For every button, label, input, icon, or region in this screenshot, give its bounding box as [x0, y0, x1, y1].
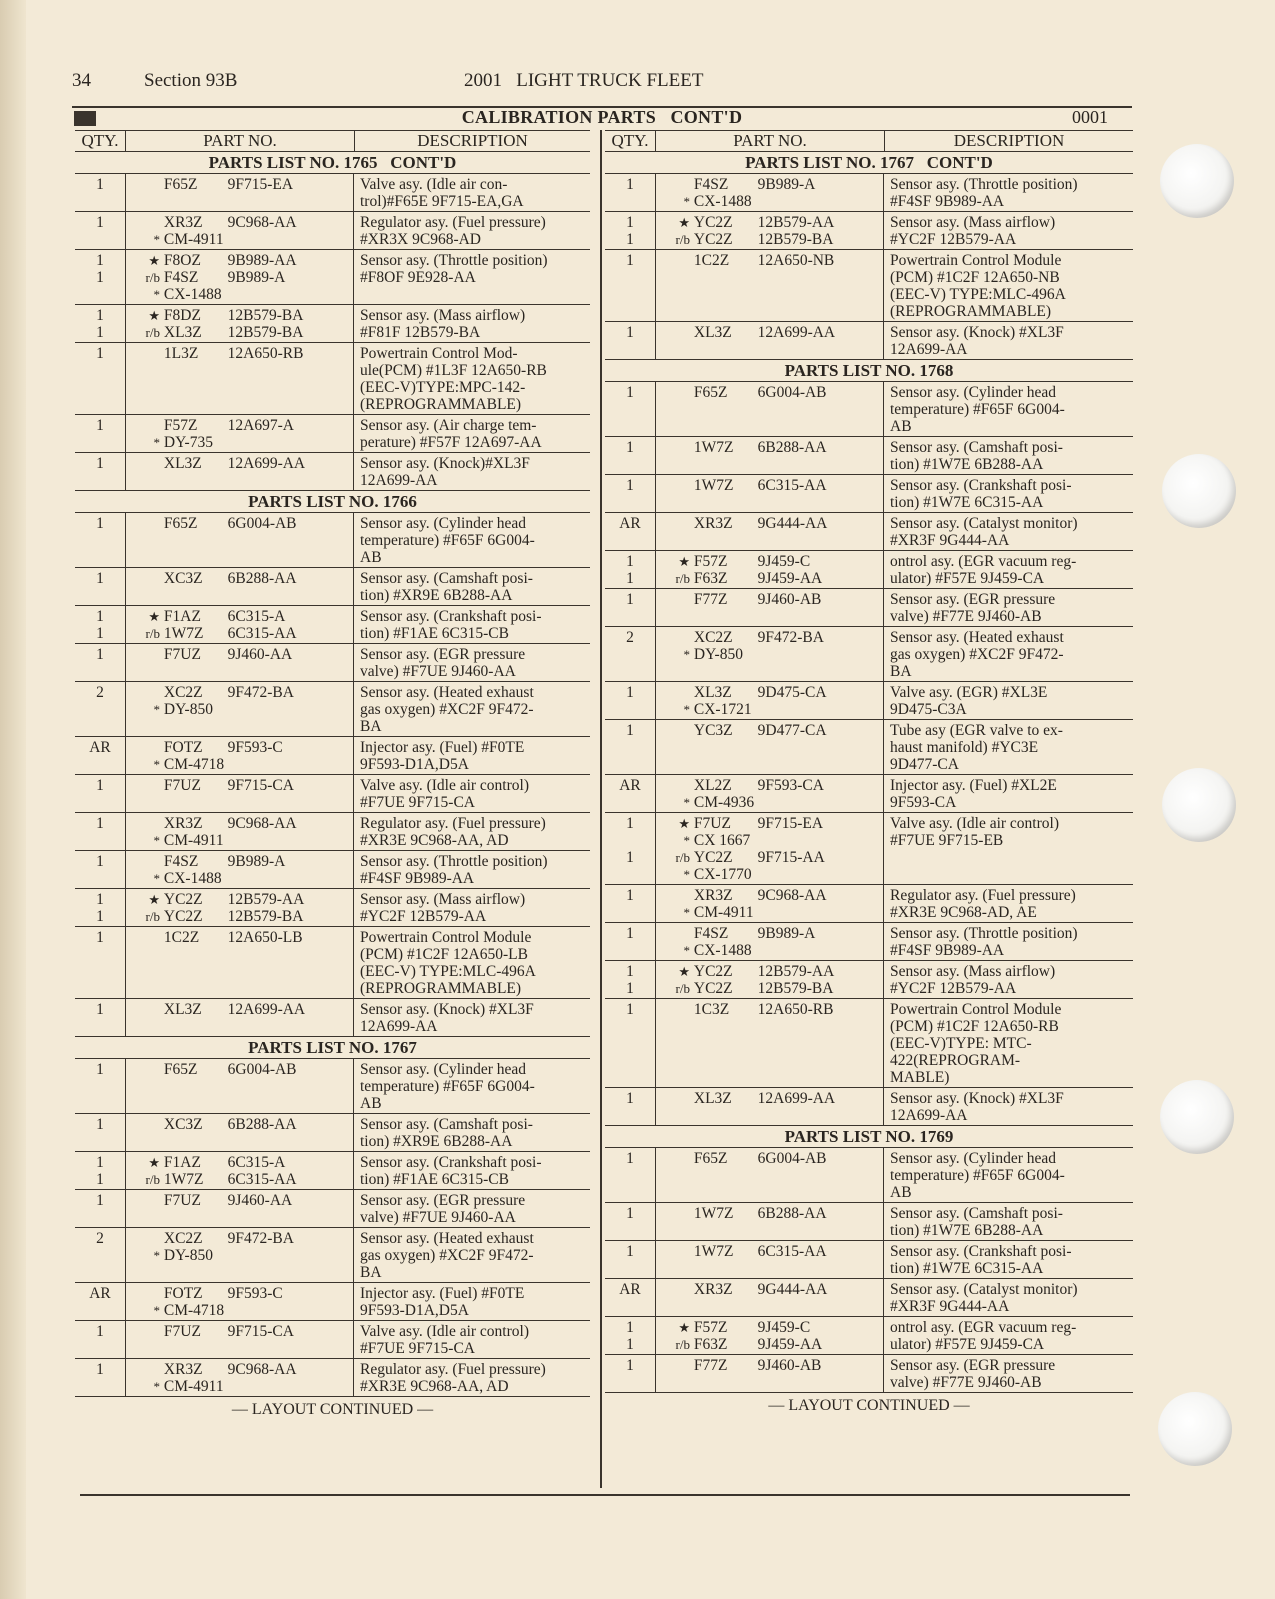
- parts-list-title: PARTS LIST NO. 1767 CONT'D: [605, 152, 1133, 174]
- description-cell: Sensor asy. (Crankshaft posi- tion) #F1AE 6C315-CB: [360, 608, 542, 642]
- part-no-cell: XR3Z 9G444-AA: [655, 513, 884, 550]
- table-row: [75, 606, 590, 644]
- part-no-cell: 1C2Z 12A650-NB: [655, 250, 884, 321]
- qty-cell: 1: [626, 384, 634, 401]
- section-label: Section 93B: [144, 70, 238, 91]
- qty-cell: AR: [89, 1285, 111, 1302]
- description-cell: ontrol asy. (EGR vacuum reg- ulator) #F57E 9J459-CA: [890, 1319, 1077, 1353]
- description-cell: Sensor asy. (Mass airflow) #F81F 12B579-BA: [360, 307, 526, 341]
- qty-cell: 1: [626, 176, 634, 193]
- description-cell: Sensor asy. (EGR pressure valve) #F7UE 9J460-AA: [360, 1192, 526, 1226]
- description-cell: Sensor asy. (Mass airflow) #YC2F 12B579-AA: [360, 891, 526, 925]
- description-cell: Sensor asy. (Crankshaft posi- tion) #1W7E 6C315-AA: [890, 1243, 1072, 1277]
- description-cell: Injector asy. (Fuel) #F0TE 9F593-D1A,D5A: [360, 1285, 525, 1319]
- table-row: [605, 1203, 1133, 1241]
- part-no-cell: F4SZ 9B989-A * CX-1488: [125, 851, 354, 888]
- table-row: [75, 250, 590, 305]
- part-no-cell: ★ F8OZ 9B989-AA r/b F4SZ 9B989-A * CX-1488: [125, 250, 354, 304]
- part-no-cell: XR3Z 9C968-AA * CM-4911: [125, 212, 354, 249]
- qty-cell: 1: [626, 439, 634, 456]
- description-cell: Sensor asy. (Camshaft posi- tion) #XR9E 6B288-AA: [360, 570, 533, 604]
- qty-cell: 1: [96, 1001, 104, 1018]
- description-cell: Sensor asy. (Cylinder head temperature) #F65F 6G004- AB: [360, 515, 535, 566]
- table-row: [605, 1241, 1133, 1279]
- qty-cell: 1: [96, 1116, 104, 1133]
- binder-hole: [1160, 144, 1234, 218]
- description-cell: Sensor asy. (Throttle position) #F8OF 9E928-AA: [360, 252, 548, 286]
- part-no-cell: F65Z 9F715-EA: [125, 174, 354, 211]
- description-cell: Valve asy. (Idle air control) #F7UE 9F715-CA: [360, 777, 529, 811]
- description-cell: Regulator asy. (Fuel pressure) #XR3E 9C968-AD, AE: [890, 887, 1076, 921]
- column-divider: [600, 130, 602, 1488]
- part-no-cell: XL3Z 12A699-AA: [125, 453, 354, 490]
- part-no-cell: F77Z 9J460-AB: [655, 589, 884, 626]
- description-cell: Regulator asy. (Fuel pressure) #XR3E 9C968-AA, AD: [360, 815, 546, 849]
- table-row: [605, 1279, 1133, 1317]
- table-row: [605, 627, 1133, 682]
- qty-cell: 1: [626, 1150, 634, 1167]
- table-row: [75, 999, 590, 1037]
- qty-cell: 1: [96, 455, 104, 472]
- part-no-cell: F4SZ 9B989-A * CX-1488: [655, 174, 884, 211]
- description-cell: Sensor asy. (Mass airflow) #YC2F 12B579-AA: [890, 214, 1056, 248]
- table-row: [75, 1114, 590, 1152]
- qty-cell: 1: [96, 1361, 104, 1378]
- description-header: DESCRIPTION: [417, 131, 528, 150]
- part-no-cell: XC3Z 6B288-AA: [125, 568, 354, 605]
- table-row: [75, 1228, 590, 1283]
- description-cell: Regulator asy. (Fuel pressure) #XR3X 9C968-AD: [360, 214, 546, 248]
- part-no-cell: F7UZ 9J460-AA: [125, 1190, 354, 1227]
- qty-cell: 1: [96, 929, 104, 946]
- description-cell: Sensor asy. (Throttle position) #F4SF 9B989-AA: [890, 925, 1078, 959]
- part-no-cell: F65Z 6G004-AB: [655, 382, 884, 436]
- table-row: [605, 212, 1133, 250]
- qty-cell: 1: [96, 1192, 104, 1209]
- qty-cell: 1: [626, 684, 634, 701]
- table-row: [75, 813, 590, 851]
- qty-cell: 2: [96, 1230, 104, 1247]
- description-cell: Tube asy (EGR valve to ex- haust manifold) #YC3E 9D477-CA: [890, 722, 1063, 773]
- table-row: [75, 1152, 590, 1190]
- part-no-cell: XC2Z 9F472-BA * DY-850: [125, 682, 354, 736]
- parts-list-title: PARTS LIST NO. 1767: [75, 1037, 590, 1059]
- calibration-banner: [72, 106, 1132, 128]
- description-cell: Powertrain Control Module (PCM) #1C2F 12A650-LB (EEC-V) TYPE:MLC-496A (REPROGRAMMABLE): [360, 929, 536, 997]
- parts-list-title: PARTS LIST NO. 1765 CONT'D: [75, 152, 590, 174]
- description-cell: Powertrain Control Module (PCM) #1C2F 12A650-NB (EEC-V) TYPE:MLC-496A (REPROGRAMMABLE): [890, 252, 1066, 320]
- part-no-cell: FOTZ 9F593-C * CM-4718: [125, 737, 354, 774]
- layout-continued: — LAYOUT CONTINUED —: [768, 1397, 970, 1414]
- qty-cell: 1: [96, 646, 104, 663]
- part-no-cell: ★ F1AZ 6C315-A r/b 1W7Z 6C315-AA: [125, 606, 354, 643]
- banner-title: CALIBRATION PARTS CONT'D: [461, 107, 743, 127]
- description-cell: Sensor asy. (Catalyst monitor) #XR3F 9G444-AA: [890, 515, 1078, 549]
- table-row: [75, 212, 590, 250]
- description-cell: Sensor asy. (EGR pressure valve) #F77E 9J460-AB: [890, 591, 1056, 625]
- qty-cell: 1: [626, 477, 634, 494]
- table-row: [75, 1059, 590, 1114]
- qty-cell: 1: [96, 345, 104, 362]
- description-cell: Powertrain Control Mod- ule(PCM) #1L3F 12A650-RB (EEC-V)TYPE:MPC-142- (REPROGRAMMABLE): [360, 345, 547, 413]
- qty-cell: 1: [96, 777, 104, 794]
- parts-list-title: PARTS LIST NO. 1769: [605, 1126, 1133, 1148]
- qty-header: QTY.: [605, 131, 656, 151]
- table-row: [605, 720, 1133, 775]
- table-row: [75, 775, 590, 813]
- table-row: [605, 513, 1133, 551]
- part-no-cell: F4SZ 9B989-A * CX-1488: [655, 923, 884, 960]
- table-row: [605, 1088, 1133, 1126]
- page-number: 34: [72, 70, 91, 91]
- part-no-cell: XL3Z 12A699-AA: [655, 1088, 884, 1125]
- page-header: [72, 70, 1132, 100]
- table-row: [605, 382, 1133, 437]
- part-no-cell: XR3Z 9C968-AA * CM-4911: [125, 1359, 354, 1396]
- description-cell: Powertrain Control Module (PCM) #1C2F 12A650-RB (EEC-V)TYPE: MTC- 422(REPROGRAM- MABLE): [890, 1001, 1062, 1086]
- description-cell: Sensor asy. (Cylinder head temperature) #F65F 6G004- AB: [360, 1061, 535, 1112]
- qty-cell: 1: [626, 591, 634, 608]
- qty-cell: 1: [626, 925, 634, 942]
- description-cell: Sensor asy. (Mass airflow) #YC2F 12B579-AA: [890, 963, 1056, 997]
- table-row: [605, 923, 1133, 961]
- qty-cell: 2: [96, 684, 104, 701]
- qty-cell: 1 1: [96, 891, 104, 925]
- layout-continued: — LAYOUT CONTINUED —: [231, 1401, 434, 1418]
- bottom-rule: [80, 1494, 1130, 1496]
- part-no-cell: XR3Z 9C968-AA * CM-4911: [125, 813, 354, 850]
- qty-cell: 1: [626, 1243, 634, 1260]
- table-row: [75, 453, 590, 491]
- table-row: [605, 322, 1133, 360]
- part-no-cell: F65Z 6G004-AB: [125, 1059, 354, 1113]
- description-cell: Sensor asy. (Air charge tem- perature) #F57F 12A697-AA: [360, 417, 542, 451]
- description-cell: Sensor asy. (EGR pressure valve) #F7UE 9J460-AA: [360, 646, 526, 680]
- description-cell: Valve asy. (Idle air control) #F7UE 9F715-CA: [360, 1323, 529, 1357]
- part-no-cell: 1W7Z 6C315-AA: [655, 475, 884, 512]
- binder-hole: [1162, 768, 1236, 842]
- qty-cell: 1 1: [96, 307, 104, 341]
- description-cell: Sensor asy. (Knock) #XL3F 12A699-AA: [890, 324, 1064, 358]
- part-no-header: PART NO.: [126, 131, 355, 151]
- part-no-header: PART NO.: [656, 131, 885, 151]
- description-cell: Sensor asy. (Camshaft posi- tion) #1W7E 6B288-AA: [890, 1205, 1063, 1239]
- description-cell: Valve asy. (EGR) #XL3E 9D475-C3A: [890, 684, 1048, 718]
- part-no-cell: F77Z 9J460-AB: [655, 1355, 884, 1392]
- qty-cell: 1: [96, 515, 104, 532]
- table-row: [605, 589, 1133, 627]
- qty-cell: 1: [626, 722, 634, 739]
- part-no-cell: XC3Z 6B288-AA: [125, 1114, 354, 1151]
- qty-header: QTY.: [75, 131, 126, 151]
- description-cell: Sensor asy. (Throttle position) #F4SF 9B989-AA: [360, 853, 548, 887]
- table-row: [605, 999, 1133, 1088]
- table-row: [75, 851, 590, 889]
- table-row: [75, 1321, 590, 1359]
- table-row: [75, 682, 590, 737]
- table-row: [605, 437, 1133, 475]
- part-no-cell: 1W7Z 6C315-AA: [655, 1241, 884, 1278]
- table-row: [75, 1359, 590, 1397]
- description-cell: Sensor asy. (Catalyst monitor) #XR3F 9G444-AA: [890, 1281, 1078, 1315]
- table-row: [75, 415, 590, 453]
- table-row: [75, 1190, 590, 1228]
- qty-cell: 1: [626, 252, 634, 269]
- part-no-cell: F57Z 12A697-A * DY-735: [125, 415, 354, 452]
- part-no-cell: 1L3Z 12A650-RB: [125, 343, 354, 414]
- description-cell: Valve asy. (Idle air con- trol)#F65E 9F715-EA,GA: [360, 176, 524, 210]
- description-cell: Sensor asy. (Camshaft posi- tion) #1W7E 6B288-AA: [890, 439, 1063, 473]
- description-cell: Injector asy. (Fuel) #F0TE 9F593-D1A,D5A: [360, 739, 525, 773]
- qty-cell: 1: [96, 570, 104, 587]
- qty-cell: AR: [619, 777, 641, 794]
- qty-cell: 1: [626, 1090, 634, 1107]
- left-column: [75, 130, 590, 1419]
- description-cell: Sensor asy. (Cylinder head temperature) #F65F 6G004- AB: [890, 384, 1065, 435]
- qty-cell: 1 1: [96, 1154, 104, 1188]
- description-cell: Sensor asy. (Crankshaft posi- tion) #F1AE 6C315-CB: [360, 1154, 542, 1188]
- qty-cell: 1 1: [96, 608, 104, 642]
- qty-cell: 1 1: [626, 553, 634, 587]
- description-cell: Injector asy. (Fuel) #XL2E 9F593-CA: [890, 777, 1057, 811]
- description-cell: Sensor asy. (Throttle position) #F4SF 9B989-AA: [890, 176, 1078, 210]
- part-no-cell: XR3Z 9C968-AA * CM-4911: [655, 885, 884, 922]
- description-cell: Sensor asy. (EGR pressure valve) #F77E 9J460-AB: [890, 1357, 1056, 1391]
- part-no-cell: XR3Z 9G444-AA: [655, 1279, 884, 1316]
- qty-cell: 1: [96, 853, 104, 870]
- description-cell: Sensor asy. (Crankshaft posi- tion) #1W7E 6C315-AA: [890, 477, 1072, 511]
- table-row: [605, 682, 1133, 720]
- qty-cell: 2: [626, 629, 634, 646]
- part-no-cell: ★ F57Z 9J459-C r/b F63Z 9J459-AA: [655, 1317, 884, 1354]
- part-no-cell: 1W7Z 6B288-AA: [655, 437, 884, 474]
- description-cell: Sensor asy. (Heated exhaust gas oxygen) #XC2F 9F472- BA: [890, 629, 1064, 680]
- table-row: [75, 1283, 590, 1321]
- right-column: [605, 130, 1133, 1415]
- part-no-cell: XL2Z 9F593-CA * CM-4936: [655, 775, 884, 812]
- part-no-cell: 1W7Z 6B288-AA: [655, 1203, 884, 1240]
- description-cell: Valve asy. (Idle air control) #F7UE 9F715-EB: [890, 815, 1059, 849]
- part-no-cell: F7UZ 9F715-CA: [125, 1321, 354, 1358]
- part-no-cell: YC3Z 9D477-CA: [655, 720, 884, 774]
- qty-cell: 1: [96, 1061, 104, 1078]
- description-cell: Sensor asy. (Knock) #XL3F 12A699-AA: [890, 1090, 1064, 1124]
- table-row: [605, 475, 1133, 513]
- part-no-cell: XL3Z 9D475-CA * CX-1721: [655, 682, 884, 719]
- table-row: [605, 775, 1133, 813]
- table-row: [75, 737, 590, 775]
- qty-cell: 1 1: [626, 1319, 634, 1353]
- table-row: [75, 174, 590, 212]
- page-title: 2001 LIGHT TRUCK FLEET: [464, 70, 704, 91]
- part-no-cell: ★ F57Z 9J459-C r/b F63Z 9J459-AA: [655, 551, 884, 588]
- table-row: [75, 889, 590, 927]
- table-row: [605, 885, 1133, 923]
- table-row: [75, 644, 590, 682]
- description-cell: Sensor asy. (Knock)#XL3F 12A699-AA: [360, 455, 530, 489]
- qty-cell: 1: [626, 887, 634, 904]
- description-cell: Sensor asy. (Heated exhaust gas oxygen) #XC2F 9F472- BA: [360, 1230, 534, 1281]
- qty-cell: 1: [96, 214, 104, 231]
- description-cell: Sensor asy. (Heated exhaust gas oxygen) #XC2F 9F472- BA: [360, 684, 534, 735]
- binder-hole: [1160, 1080, 1234, 1154]
- part-no-cell: ★ F7UZ 9F715-EA * CX 1667 r/b YC2Z 9F715-AA * CX-1770: [655, 813, 884, 884]
- description-cell: Sensor asy. (Knock) #XL3F 12A699-AA: [360, 1001, 534, 1035]
- column-header: [605, 130, 1133, 152]
- qty-cell: AR: [89, 739, 111, 756]
- table-row: [605, 174, 1133, 212]
- parts-list-title: PARTS LIST NO. 1768: [605, 360, 1133, 382]
- part-no-cell: F7UZ 9F715-CA: [125, 775, 354, 812]
- qty-cell: 1 1: [626, 815, 634, 866]
- table-row: [75, 343, 590, 415]
- part-no-cell: ★ F8DZ 12B579-BA r/b XL3Z 12B579-BA: [125, 305, 354, 342]
- part-no-cell: ★ YC2Z 12B579-AA r/b YC2Z 12B579-BA: [125, 889, 354, 926]
- qty-cell: 1: [626, 1001, 634, 1018]
- table-row: [605, 250, 1133, 322]
- part-no-cell: F7UZ 9J460-AA: [125, 644, 354, 681]
- description-cell: Sensor asy. (Camshaft posi- tion) #XR9E 6B288-AA: [360, 1116, 533, 1150]
- binder-hole: [1158, 1392, 1232, 1466]
- description-cell: ontrol asy. (EGR vacuum reg- ulator) #F57E 9J459-CA: [890, 553, 1077, 587]
- table-row: [605, 961, 1133, 999]
- qty-cell: AR: [619, 1281, 641, 1298]
- qty-cell: 1 1: [626, 214, 634, 248]
- part-no-cell: 1C3Z 12A650-RB: [655, 999, 884, 1087]
- part-no-cell: XL3Z 12A699-AA: [655, 322, 884, 359]
- part-no-cell: XC2Z 9F472-BA * DY-850: [125, 1228, 354, 1282]
- qty-cell: 1: [626, 324, 634, 341]
- table-row: [605, 1355, 1133, 1393]
- table-row: [605, 813, 1133, 885]
- part-no-cell: XC2Z 9F472-BA * DY-850: [655, 627, 884, 681]
- table-row: [75, 305, 590, 343]
- part-no-cell: ★ YC2Z 12B579-AA r/b YC2Z 12B579-BA: [655, 212, 884, 249]
- qty-cell: 1: [96, 1323, 104, 1340]
- table-row: [605, 1148, 1133, 1203]
- description-header: DESCRIPTION: [953, 131, 1065, 150]
- part-no-cell: FOTZ 9F593-C * CM-4718: [125, 1283, 354, 1320]
- column-header: [75, 130, 590, 152]
- table-row: [605, 1317, 1133, 1355]
- part-no-cell: ★ F1AZ 6C315-A r/b 1W7Z 6C315-AA: [125, 1152, 354, 1189]
- qty-cell: AR: [619, 515, 641, 532]
- part-no-cell: F65Z 6G004-AB: [655, 1148, 884, 1202]
- qty-cell: 1 1: [96, 252, 104, 286]
- table-row: [75, 568, 590, 606]
- binder-hole: [1162, 454, 1236, 528]
- qty-cell: 1: [96, 417, 104, 434]
- parts-list-title: PARTS LIST NO. 1766: [75, 491, 590, 513]
- qty-cell: 1: [96, 815, 104, 832]
- page-edge-shadow: [0, 0, 26, 1599]
- table-row: [605, 551, 1133, 589]
- part-no-cell: 1C2Z 12A650-LB: [125, 927, 354, 998]
- part-no-cell: ★ YC2Z 12B579-AA r/b YC2Z 12B579-BA: [655, 961, 884, 998]
- banner-code: 0001: [1072, 107, 1108, 127]
- table-row: [75, 927, 590, 999]
- qty-cell: 1: [626, 1357, 634, 1374]
- part-no-cell: F65Z 6G004-AB: [125, 513, 354, 567]
- table-row: [75, 513, 590, 568]
- part-no-cell: XL3Z 12A699-AA: [125, 999, 354, 1036]
- description-cell: Regulator asy. (Fuel pressure) #XR3E 9C968-AA, AD: [360, 1361, 546, 1395]
- qty-cell: 1 1: [626, 963, 634, 997]
- qty-cell: 1: [96, 176, 104, 193]
- description-cell: Sensor asy. (Cylinder head temperature) #F65F 6G004- AB: [890, 1150, 1065, 1201]
- qty-cell: 1: [626, 1205, 634, 1222]
